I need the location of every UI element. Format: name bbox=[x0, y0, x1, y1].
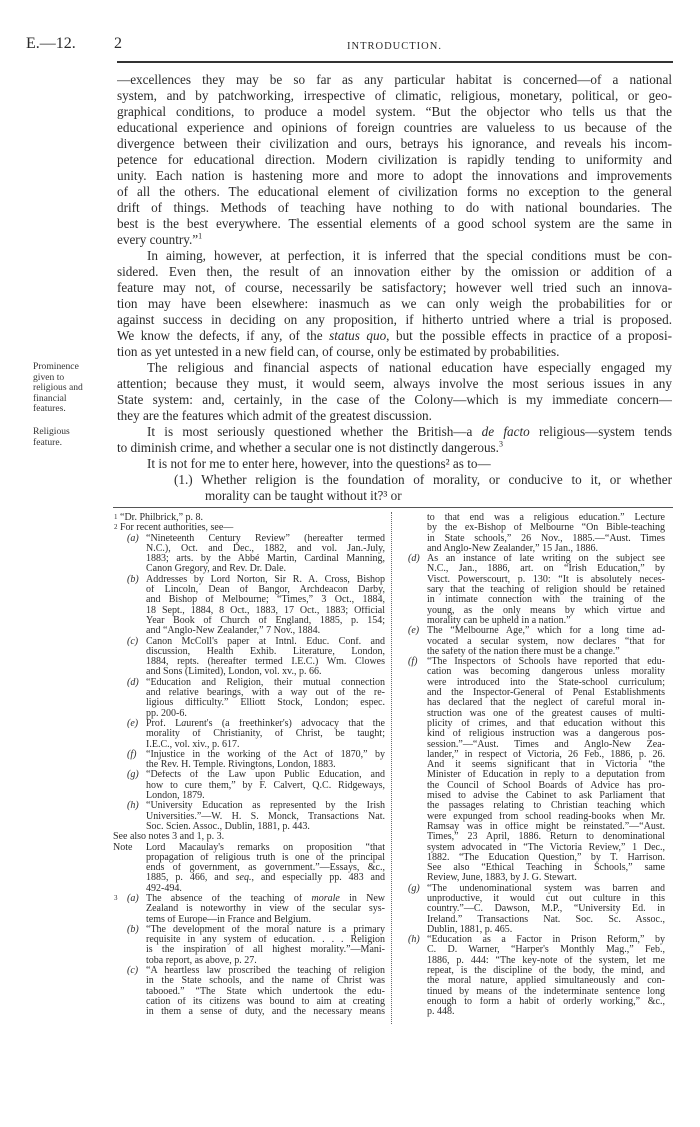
footnote-line bbox=[113, 832, 385, 842]
footnote-line bbox=[113, 667, 385, 677]
footnote-line bbox=[113, 945, 385, 955]
footnote-line bbox=[113, 801, 385, 811]
footnote-number: 2 bbox=[114, 523, 118, 532]
footnote-text: the Rev. H. Temple. Rivingtons, London, 1883. bbox=[146, 760, 336, 771]
footnote-line bbox=[113, 575, 385, 585]
footnote-line bbox=[394, 534, 665, 544]
footnote-text: young, as the only means by which virtue and bbox=[427, 605, 665, 616]
footnote-text: Minister of Education in reply to a deputation from bbox=[427, 770, 665, 781]
footnote-text: “The development of the moral nature is a primary bbox=[146, 924, 385, 935]
footnote-text: sary that the teaching of religion should be retained bbox=[427, 585, 665, 596]
footnote-line bbox=[113, 822, 385, 832]
footnote-text: requisite in any system of education. . . . Religion bbox=[146, 935, 385, 946]
footnote-text: London, 1879. bbox=[146, 791, 205, 802]
footnote-text: cation of its citizens was bound to aim at creating bbox=[146, 996, 385, 1007]
footnote-text: As an instance of late writing on the subject see bbox=[427, 554, 665, 565]
footnote-text: vocated a secular system, now declares “that for bbox=[427, 636, 665, 647]
footnote-line bbox=[394, 894, 665, 904]
footnote-line bbox=[113, 925, 385, 935]
text-line: attention; because they must, it would seem, always involve the most serious issues in any bbox=[117, 376, 672, 391]
footnote-line bbox=[113, 976, 385, 986]
document-code: E.—12. bbox=[26, 35, 76, 52]
footnote-line bbox=[394, 987, 665, 997]
footnote-line bbox=[113, 554, 385, 564]
footnote-text: 492-494. bbox=[146, 883, 182, 894]
margin-note-line: financial bbox=[33, 392, 67, 404]
footnote-text: in the State schools, and the name of Christ was bbox=[146, 976, 385, 987]
footnote-text: how to cure them,” by F. Calvert, Q.C. Ridgeways, bbox=[146, 780, 385, 791]
text-line: It is most seriously questioned whether the British—a de facto religious—system tends bbox=[147, 424, 672, 439]
footnote-text: 1885, p. 466, and seq., and especially pp. 483 and bbox=[146, 873, 385, 884]
margin-note-prominence bbox=[33, 362, 83, 415]
footnote-text: Year Book of Church of England, 1885, p. 154; bbox=[146, 615, 385, 626]
text-line: drift of things. Methods of teaching have nothing to do with national boundaries. The bbox=[117, 200, 672, 215]
footnote-line bbox=[394, 832, 665, 842]
footnote-line bbox=[113, 523, 385, 533]
footnote-line bbox=[113, 513, 385, 523]
footnote-line bbox=[113, 987, 385, 997]
footnote-line bbox=[113, 564, 385, 574]
footnote-text: “A heartless law proscribed the teaching of religion bbox=[146, 966, 385, 977]
footnote-text: and Anglo-New Zealander,” 15 Jan., 1886. bbox=[427, 543, 598, 554]
footnote-line bbox=[394, 678, 665, 688]
footnote-text: and Bishop of Melbourne; “Times,” 3 Oct., 1884, bbox=[146, 595, 385, 606]
footnote-text: Ireland.” Transactions Nat. Soc. Sc. Assoc., bbox=[427, 914, 665, 925]
margin-note-line: Religious bbox=[33, 426, 70, 437]
footnote-item-label: (d) bbox=[408, 553, 420, 565]
margin-note-line: feature. bbox=[33, 436, 63, 448]
text-line: best is the best everywhere. The essential elements of a good school system are the same in bbox=[117, 216, 672, 231]
footnote-item-label: (c) bbox=[127, 965, 139, 977]
footnote-item-label: (h) bbox=[127, 800, 139, 812]
footnote-item-label: (b) bbox=[127, 923, 139, 935]
footnote-text: repeat, is the discipline of the body, the mind, and bbox=[427, 966, 665, 977]
footnote-line bbox=[394, 657, 665, 667]
margin-note-line: given to bbox=[33, 371, 65, 383]
footnote-text: 1884, repts. (hereafter termed I.E.C.) Wm. Clowes bbox=[146, 657, 385, 668]
footnote-text: the passages relating to Christian teaching which bbox=[427, 801, 665, 812]
footnote-text: p. 448. bbox=[427, 1007, 455, 1018]
footnote-line bbox=[394, 667, 665, 677]
footnote-line bbox=[394, 760, 665, 770]
footnote-line bbox=[113, 606, 385, 616]
text-line: It is not for me to enter here, however, into the questions² as to— bbox=[147, 456, 491, 471]
footnote-line bbox=[113, 873, 385, 883]
text-line: —excellences they may be so far as any particular habitat is concerned—of a national bbox=[117, 72, 672, 87]
footnote-line bbox=[394, 698, 665, 708]
footnote-text: by the ex-Bishop of Melbourne “On Bible-teaching bbox=[427, 523, 665, 534]
footnote-line bbox=[113, 709, 385, 719]
footnote-line bbox=[113, 637, 385, 647]
footnote-line bbox=[113, 997, 385, 1007]
footnote-text: and the Inspector-General of Penal Establishments bbox=[427, 688, 665, 699]
footnote-text: discussion, Health Exhib. Literature, London, bbox=[146, 646, 385, 657]
footnote-line bbox=[113, 894, 385, 904]
footnote-text: pp. 200-6. bbox=[146, 708, 187, 719]
footnote-text: to that end was a religious education.” Lecture bbox=[427, 513, 665, 523]
footnote-text: morality of Christianity, of Christ, be taught; bbox=[146, 729, 385, 740]
footnote-line bbox=[113, 688, 385, 698]
footnote-text: enough to form a habit of orderly working,” &c., bbox=[427, 996, 665, 1007]
footnote-item-label: (f) bbox=[127, 748, 137, 760]
text-line: system, and by patchworking, irrespective of climatic, religious, monetary, political, or geo- bbox=[117, 88, 672, 103]
footnote-line bbox=[113, 812, 385, 822]
footnote-line bbox=[394, 585, 665, 595]
footnote-line bbox=[394, 719, 665, 729]
text-line: to diminish crime, and whether a secular one is not distinctly dangerous.$^3$ bbox=[117, 440, 503, 455]
footnote-line bbox=[394, 843, 665, 853]
footnote-text: and “Anglo-New Zealander,” 7 Nov., 1884. bbox=[146, 626, 321, 637]
footnote-text: struction was one of the greatest causes of multi- bbox=[427, 708, 665, 719]
footnote-item-label: (g) bbox=[408, 882, 420, 894]
footnote-text: morality can be upheld in a nation.” bbox=[427, 615, 571, 626]
text-line: The religious and financial aspects of national education have especially engaged my bbox=[147, 360, 672, 375]
margin-note-line: religious and bbox=[33, 382, 83, 394]
footnote-text: “The Inspectors of Schools have reported that edu- bbox=[427, 657, 665, 668]
footnote-line bbox=[394, 976, 665, 986]
footnote-line bbox=[394, 554, 665, 564]
text-line: We know the defects, if any, of the status quo, but the possible effects in practice of a proposi- bbox=[117, 328, 672, 343]
footnote-text: For recent authorities, see— bbox=[120, 523, 234, 534]
footnote-line bbox=[113, 595, 385, 605]
footnote-text: of Lincoln, Dean of Bangor, Archdeacon Darby, bbox=[146, 585, 385, 596]
footnote-line bbox=[113, 616, 385, 626]
footnote-line bbox=[113, 750, 385, 760]
footnote-text: is the inspiration of all highest morality.”—Mani- bbox=[146, 945, 385, 956]
footnote-item-label: (d) bbox=[127, 676, 139, 688]
footnote-text: I.E.C., vol. xiv., p. 617. bbox=[146, 739, 240, 750]
footnote-text: tabooed.” “The State which undertook the edu- bbox=[146, 986, 385, 997]
footnote-text: Ramsay was in office might be reinstated.”—“Aust. bbox=[427, 821, 665, 832]
footnote-number: 3 bbox=[114, 893, 118, 902]
text-line: (1.) Whether religion is the foundation of morality, or conducive to it, or whether bbox=[174, 472, 672, 487]
footnote-text: mised to advise the Cabinet to ask Parliament that bbox=[427, 791, 665, 802]
footnote-line bbox=[394, 740, 665, 750]
footnote-line bbox=[394, 915, 665, 925]
footnote-text: toba report, as above, p. 27. bbox=[146, 955, 257, 966]
footnote-line bbox=[113, 843, 385, 853]
footnote-line bbox=[394, 966, 665, 976]
footnote-text: system advocated in “The Victoria Review,” 1 Dec., bbox=[427, 842, 665, 853]
footnote-line bbox=[113, 647, 385, 657]
footnote-item-label: (h) bbox=[408, 934, 420, 946]
text-line: divergence between their civilization and ours, betrays his ignorance, and reveals his incom- bbox=[117, 136, 672, 151]
text-line: of all the others. The educational element of civilization forms no exception to the general bbox=[117, 184, 672, 199]
text-line: State system: and, certainly, in the case of the Colony—which is my immediate concern— bbox=[117, 392, 672, 407]
footnote-text: lander,” in respect of Victoria, 26 Feb., 1886, p. 26. bbox=[427, 749, 665, 760]
footnote-line bbox=[113, 915, 385, 925]
footnote-text: N.C., Jan., 1886, art. on “Irish Education,” by bbox=[427, 564, 665, 575]
footnote-line bbox=[394, 925, 665, 935]
footnote-line bbox=[394, 873, 665, 883]
footnote-item-label: (f) bbox=[408, 656, 418, 668]
footnote-line bbox=[113, 729, 385, 739]
footnote-text: in State schools,” 26 Nov., 1885.—“Aust. Times bbox=[427, 533, 665, 544]
footnote-text: cation was becoming dangerous unless morality bbox=[427, 667, 665, 678]
text-line: tion may have been elsewhere: inasmuch as we can only weigh the probabilities for or bbox=[117, 296, 672, 311]
footnote-line bbox=[394, 575, 665, 585]
footnote-line bbox=[113, 585, 385, 595]
footnote-line bbox=[394, 513, 665, 523]
footnote-line bbox=[394, 1007, 665, 1017]
footnote-item-label: (a) bbox=[127, 892, 139, 904]
footnote-text: Addresses by Lord Norton, Sir R. A. Cross, Bishop bbox=[146, 574, 385, 585]
footnote-line bbox=[394, 647, 665, 657]
footnote-line bbox=[113, 760, 385, 770]
footnote-item-label: (e) bbox=[408, 625, 420, 637]
footnote-text: Visct. Powerscourt, p. 130: “It is absolutely neces- bbox=[427, 574, 665, 585]
footnote-text: Canon Gregory, and Rev. Dr. Dale. bbox=[146, 564, 287, 575]
header-rule bbox=[117, 61, 673, 63]
footnote-item-label: (e) bbox=[127, 717, 139, 729]
text-line: In aiming, however, at perfection, it is inferred that the special conditions must be con- bbox=[147, 248, 672, 263]
footnote-line bbox=[394, 956, 665, 966]
footnote-text: 1882. “The Education Question,” by T. Harrison. bbox=[427, 852, 665, 863]
footnote-line bbox=[113, 781, 385, 791]
footnote-text: “Education as a Factor in Prison Reform,” by bbox=[427, 935, 665, 946]
footnotes-left-column bbox=[113, 513, 385, 1018]
footnote-text: Review, June, 1883, by J. G. Stewart. bbox=[427, 873, 577, 884]
footnote-line bbox=[113, 770, 385, 780]
margin-note-line: features. bbox=[33, 403, 66, 415]
page-number: 2 bbox=[114, 35, 122, 52]
footnote-text: 1886, p. 444: “The key-note of the system, let me bbox=[427, 955, 665, 966]
footnote-line bbox=[394, 935, 665, 945]
footnote-text: “Defects of the Law upon Public Education, and bbox=[146, 770, 385, 781]
footnote-line bbox=[113, 534, 385, 544]
footnote-line bbox=[394, 564, 665, 574]
footnote-item-label: (a) bbox=[127, 532, 139, 544]
margin-note-religious bbox=[33, 427, 70, 448]
footnote-text: Universities.”—W. H. S. Monck, Transactions Nat. bbox=[146, 811, 385, 822]
footnote-line bbox=[394, 781, 665, 791]
footnotes-right-column bbox=[394, 513, 665, 1018]
footnote-line bbox=[394, 606, 665, 616]
footnote-line bbox=[394, 853, 665, 863]
footnote-text: the moral nature, applied simultaneously and con- bbox=[427, 976, 665, 987]
footnote-line bbox=[113, 935, 385, 945]
footnote-text: Canon McColl's paper at Intnl. Educ. Conf. and bbox=[146, 636, 385, 647]
footnote-text: See also notes 3 and 1, p. 3. bbox=[113, 832, 225, 843]
footnote-line bbox=[394, 750, 665, 760]
footnote-line bbox=[113, 956, 385, 966]
footnote-text: were introduced into the State-school curriculum; bbox=[427, 677, 665, 688]
footnote-line bbox=[394, 544, 665, 554]
footnote-rule bbox=[113, 507, 673, 508]
footnote-text: session.”—“Aust. Times and Anglo-New Zea- bbox=[427, 739, 665, 750]
footnote-line bbox=[113, 863, 385, 873]
footnote-text: “Education and Religion, their mutual connection bbox=[146, 677, 385, 688]
footnote-line bbox=[394, 770, 665, 780]
footnote-text: Soc. Scien. Assoc., Dublin, 1881, p. 443. bbox=[146, 821, 310, 832]
footnote-item-label: (c) bbox=[127, 635, 139, 647]
footnote-text: 18 Sept., 1884, 8 Oct., 1883, 17 Oct., 1883; Official bbox=[146, 605, 385, 616]
footnote-text: “The undenominational system was barren and bbox=[427, 883, 665, 894]
footnote-line bbox=[113, 966, 385, 976]
footnote-line bbox=[394, 822, 665, 832]
text-line: graphical conditions, to produce a model system. “But the objector who tells us that the bbox=[117, 104, 672, 119]
footnote-text: ligious difficulty.” Elliott Stock, London; espec. bbox=[146, 698, 385, 709]
footnote-line bbox=[113, 544, 385, 554]
footnote-text: Note Lord Macaulay's remarks on proposition “that bbox=[113, 842, 385, 853]
footnote-text: the safety of the nation there must be a change.” bbox=[427, 646, 620, 657]
footnote-text: “Nineteenth Century Review” (hereafter termed bbox=[146, 533, 385, 544]
footnote-text: unproductive, it would cut out culture in this bbox=[427, 893, 665, 904]
footnote-text: and relative bearings, with a way out of the re- bbox=[146, 688, 385, 699]
footnote-text: See also “Ethical Teaching in Schools,” same bbox=[427, 863, 665, 874]
footnote-text: 1883; arts. by the Abbé Martin, Cardinal Manning, bbox=[146, 554, 385, 565]
footnote-text: in them a sense of duty, and the necessary means bbox=[146, 1007, 385, 1018]
footnote-text: ends of government, as government.”—Essays, &c., bbox=[146, 863, 385, 874]
text-line: feature may not, of course, necessarily be satisfactory; however well tried such an innova- bbox=[117, 280, 672, 295]
text-line: they are the features which admit of the greatest discussion. bbox=[117, 408, 432, 423]
footnote-line bbox=[394, 595, 665, 605]
footnote-line bbox=[394, 688, 665, 698]
footnote-line bbox=[394, 709, 665, 719]
footnote-text: The absence of the teaching of morale in New bbox=[146, 893, 385, 904]
footnote-line bbox=[394, 863, 665, 873]
footnote-text: kind of religious instruction was a dangerous pos- bbox=[427, 729, 665, 740]
footnote-line bbox=[394, 616, 665, 626]
footnote-text: And it seems significant that in Victoria “the bbox=[427, 760, 665, 771]
footnote-line bbox=[394, 997, 665, 1007]
footnote-line bbox=[113, 1007, 385, 1017]
text-line: morality can be taught without it?³ or bbox=[205, 488, 402, 503]
footnote-text: Zealand is noteworthy in view of the secular sys- bbox=[146, 904, 385, 915]
footnote-text: propagation of religious truth is one of the principal bbox=[146, 852, 385, 863]
footnote-line bbox=[394, 945, 665, 955]
footnote-text: The “Melbourne Age,” which for a long time ad- bbox=[427, 626, 665, 637]
footnote-text: country.”—C. Dawson, M.P., “University Ed. in bbox=[427, 904, 665, 915]
text-line: educational experience and opinions of foreign countries are valueless to us because of the bbox=[117, 120, 672, 135]
body-text bbox=[117, 72, 672, 504]
text-line: petence for educational direction. Modern civilization is rapidly tending to uniformity and bbox=[117, 152, 672, 167]
footnote-line bbox=[113, 740, 385, 750]
footnote-text: in intimate connection with the training of the bbox=[427, 595, 665, 606]
footnote-number: 1 bbox=[114, 513, 118, 521]
footnote-text: Prof. Laurent's (a freethinker's) advocacy that the bbox=[146, 718, 385, 729]
footnote-text: has declared that the neglect of careful moral in- bbox=[427, 698, 665, 709]
footnote-line bbox=[394, 523, 665, 533]
footnote-text: Dublin, 1881, p. 465. bbox=[427, 924, 513, 935]
footnote-item-label: (b) bbox=[127, 573, 139, 585]
footnote-text: C. D. Warner, “Harper's Monthly Mag.,” Feb., bbox=[427, 945, 665, 956]
footnote-line bbox=[113, 791, 385, 801]
text-line: against success in deciding on any proposition, if hitherto untried where a trial is proposed. bbox=[117, 312, 672, 327]
footnote-text: “Injustice in the working of the Act of 1870,” by bbox=[146, 749, 385, 760]
footnote-line bbox=[394, 626, 665, 636]
footnote-line bbox=[113, 719, 385, 729]
running-title: INTRODUCTION. bbox=[347, 41, 442, 52]
text-line: sidered. Even then, the result of an innovation either by the omission or addition of a bbox=[117, 264, 672, 279]
margin-note-line: Prominence bbox=[33, 361, 79, 372]
footnote-line bbox=[113, 657, 385, 667]
footnote-line bbox=[394, 904, 665, 914]
text-line: tion as yet untested in a new field can, of course, only be estimated by probabilities. bbox=[117, 344, 560, 359]
footnote-line bbox=[394, 801, 665, 811]
footnote-line bbox=[113, 853, 385, 863]
footnote-text: the Council of School Boards of Advice has pro- bbox=[427, 780, 665, 791]
footnote-line bbox=[113, 698, 385, 708]
footnote-text: “University Education as represented by the Irish bbox=[146, 801, 385, 812]
footnote-line bbox=[113, 678, 385, 688]
footnote-line bbox=[113, 884, 385, 894]
footnote-line bbox=[113, 626, 385, 636]
footnote-text: tinued by means of the indeterminate sentence long bbox=[427, 986, 665, 997]
footnote-line bbox=[394, 884, 665, 894]
footnote-text: plicity of crimes, and that education without this bbox=[427, 718, 665, 729]
footnote-line bbox=[394, 637, 665, 647]
footnote-line bbox=[394, 812, 665, 822]
footnote-text: were expunged from school reading-books when Mr. bbox=[427, 811, 665, 822]
footnote-item-label: (g) bbox=[127, 769, 139, 781]
footnote-text: “Dr. Philbrick,” p. 8. bbox=[120, 513, 204, 523]
footnote-text: N.C.), Oct. and Dec., 1882, and vol. Jan.-July, bbox=[146, 543, 385, 554]
footnote-line bbox=[394, 791, 665, 801]
footnote-text: Times,” 23 April, 1886. Return to denominational bbox=[427, 832, 665, 843]
text-line: unity. Each nation is hastening more and more to adopt the innovations and improvements bbox=[117, 168, 672, 183]
text-line: every country.”$^1$ bbox=[117, 232, 203, 247]
footnote-line bbox=[113, 904, 385, 914]
footnote-line bbox=[394, 729, 665, 739]
footnote-column-divider bbox=[391, 512, 392, 1024]
footnote-text: and Sons (Limited), London, vol. xv., p. 66. bbox=[146, 667, 322, 678]
footnote-text: tems of Europe—in France and Belgium. bbox=[146, 914, 311, 925]
